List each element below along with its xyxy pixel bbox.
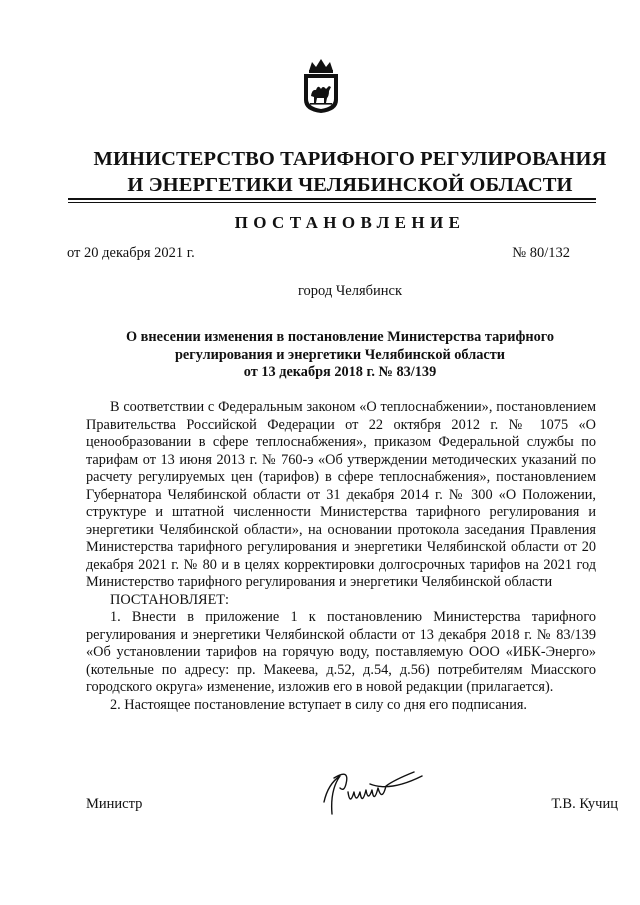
subject-line-3: от 13 декабря 2018 г. № 83/139 (243, 364, 437, 380)
document-type: ПОСТАНОВЛЕНИЕ (234, 213, 466, 232)
preamble-paragraph: В соответствии с Федеральным законом «О теплоснабжении», постановлением Правительства Российской Федерации от 22 октября 2012 г. № 1075 «О ценообразовании в сфере теплоснабжения», приказом Федеральной службы по тарифам от 13 июня 2013 г. № 760-э «Об утверждении методических указаний по расчету регулируемых цен (тарифов) в сфере теплоснабжения», постановлением Губернатора Челябинской области от 31 декабря 2014 г. № 300 «О Положении, структуре и штатной численности Министерства тарифного регулирования и энергетики Челябинской области», на основании протокола заседания Правления Министерства тарифного регулирования и энергетики Челябинской области от 20 декабря 2021 г. № 80 и в целях корректировки долгосрочных тарифов на 2021 год Министерство тарифного регулирования и энергетики Челябинской области (86, 399, 596, 590)
subject-line-2: регулирования и энергетики Челябинской области (174, 346, 505, 363)
document-city: город Челябинск (297, 283, 403, 299)
document-body (86, 399, 596, 714)
header-divider-thick (68, 198, 596, 200)
ministry-name-line2: И ЭНЕРГЕТИКИ ЧЕЛЯБИНСКОЙ ОБЛАСТИ (127, 174, 573, 196)
signatory-position: Министр (86, 796, 143, 812)
resolves-heading: ПОСТАНОВЛЯЕТ: (110, 591, 230, 608)
document-number: № 80/132 (512, 245, 570, 261)
signatory-name: Т.В. Кучиц (551, 796, 618, 812)
resolution-item-1: 1. Внести в приложение 1 к постановлению Министерства тарифного регулирования и энергетики Челябинской области от 13 декабря 2018 г. № 83/139 «Об установлении тарифов на горячую воду, поставляемую ООО «ИБК-Энерго» (котельные по адресу: пр. Макеева, д.52, д.54, д.56) потребителям Миасского городского округа» изменение, изложив его в новой редакции (прилагается). (86, 609, 596, 695)
header-divider-thin (68, 202, 596, 203)
coat-of-arms-icon (300, 56, 342, 114)
document-subject (100, 329, 580, 382)
document-date: от 20 декабря 2021 г. (67, 245, 195, 261)
subject-line-1: О внесении изменения в постановление Министерства тарифного (125, 329, 555, 345)
ministry-name-line1: МИНИСТЕРСТВО ТАРИФНОГО РЕГУЛИРОВАНИЯ (93, 148, 607, 170)
handwritten-signature (310, 762, 430, 822)
resolution-item-2: 2. Настоящее постановление вступает в силу со дня его подписания. (110, 696, 527, 713)
